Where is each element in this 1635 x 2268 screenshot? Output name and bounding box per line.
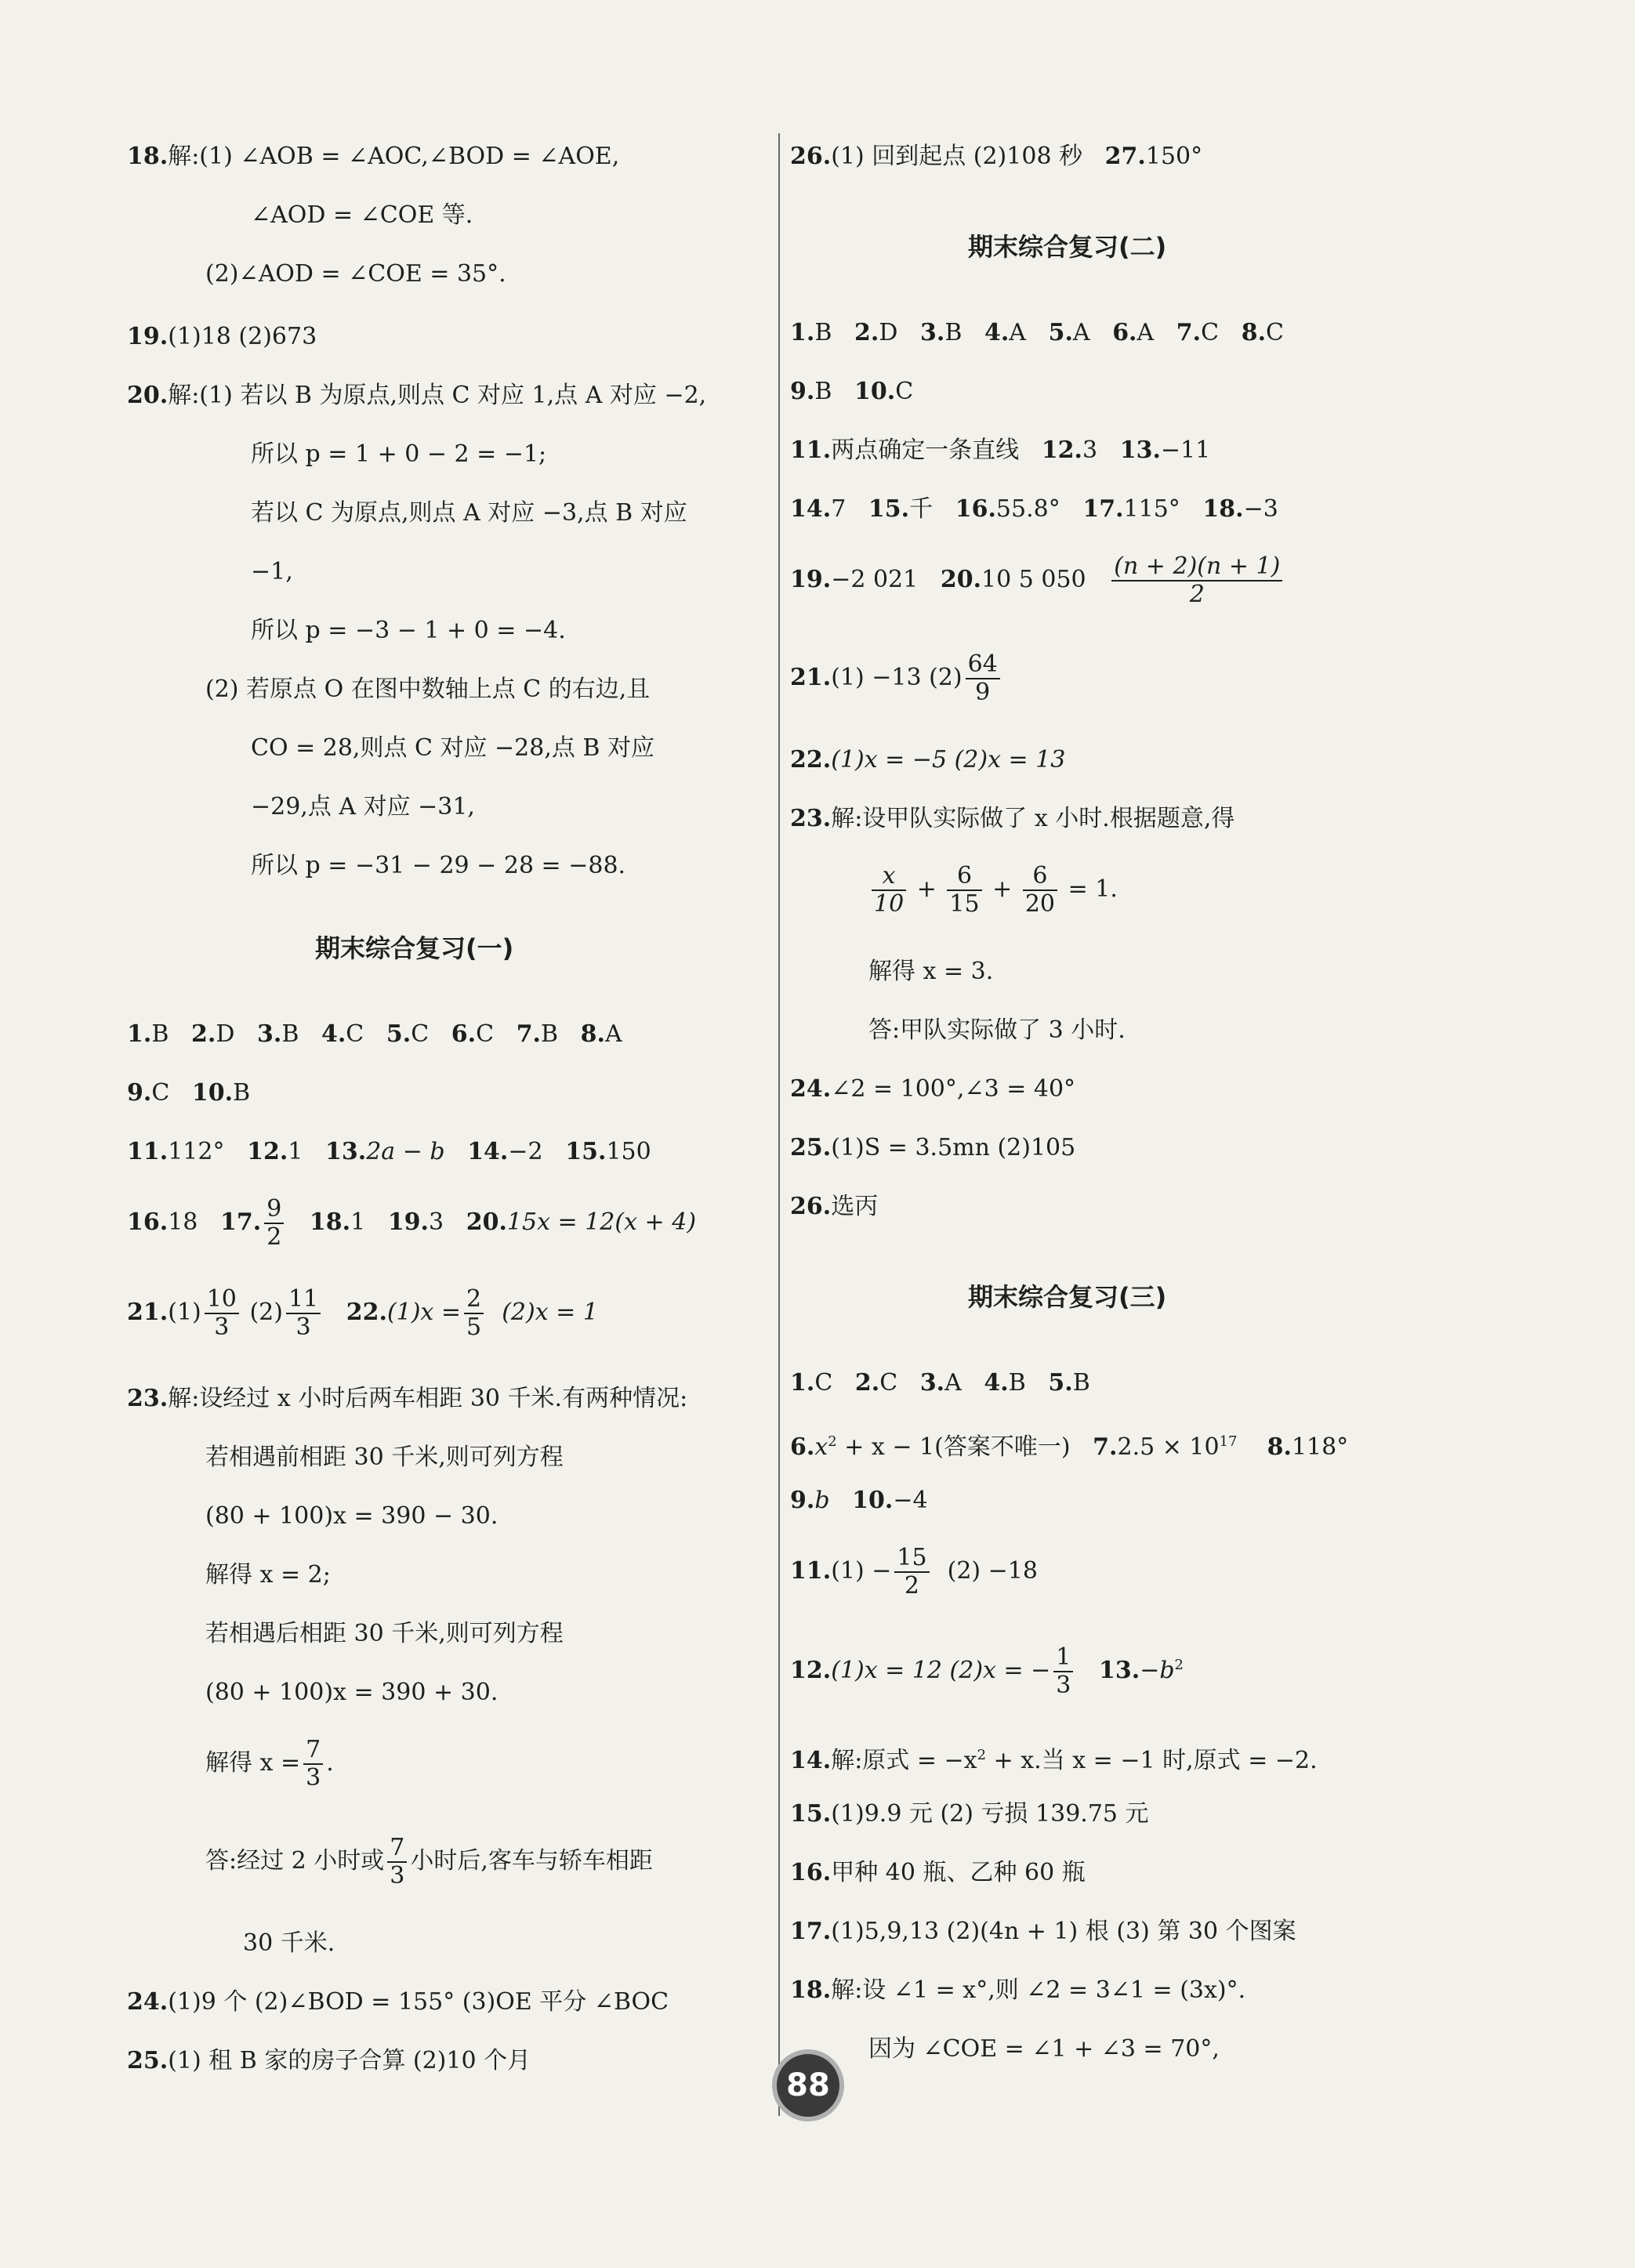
- item: 13.2a − b: [324, 1138, 445, 1165]
- q19: 19.−2 021: [790, 566, 919, 593]
- q13: $13.-b^2$: [1099, 1657, 1184, 1684]
- item: 1.B: [127, 1020, 169, 1048]
- q19: 19.3: [387, 1208, 444, 1236]
- s3-row3: [790, 1485, 928, 1516]
- s1-q23-line1: 23.解:设经过 x 小时后两车相距 30 千米.有两种情况:: [127, 1385, 688, 1412]
- s3-q18-line2: 因为 ∠COE = ∠1 + ∠3 = 70°,: [868, 2035, 1220, 2063]
- s1-row5: [127, 1281, 598, 1344]
- q20-line7: CO = 28,则点 C 对应 −28,点 B 对应: [251, 734, 654, 762]
- page-number-badge: 88: [772, 2049, 844, 2121]
- item: 12.3: [1041, 437, 1098, 464]
- fraction: $\frac{(n + 2)(n + 1)}{2}$: [1111, 553, 1282, 609]
- fraction: $\frac{7}{3}$: [387, 1835, 407, 1890]
- fraction: $\frac{x}{10}$: [872, 863, 906, 918]
- q12: 12.(1)x = 12 (2)x = − $\frac{1}{3}$: [790, 1657, 1076, 1684]
- s1-q23-line3: (80 + 100)x = 390 − 30.: [205, 1502, 498, 1530]
- item: 9.B: [790, 378, 832, 405]
- q8: 8.118°: [1267, 1433, 1349, 1461]
- q21: 21.(1) $\frac{10}{3}$ (2) $\frac{11}{3}$: [127, 1299, 324, 1326]
- section-title-1: 期末综合复习(一): [315, 933, 514, 963]
- q20-line8: −29,点 A 对应 −31,: [251, 793, 475, 821]
- item: 1.B: [790, 319, 832, 346]
- item: 3.A: [919, 1369, 962, 1397]
- s2-q25: 25.(1)S = 3.5mn (2)105: [790, 1134, 1076, 1161]
- s3-q17: 17.(1)5,9,13 (2)(4n + 1) 根 (3) 第 30 个图案: [790, 1918, 1296, 1945]
- s2-q23-line4: 答:甲队实际做了 3 小时.: [868, 1016, 1126, 1044]
- item: 2.C: [854, 1369, 898, 1397]
- item: 4.A: [984, 319, 1026, 346]
- item: 11.两点确定一条直线: [790, 437, 1020, 464]
- s2-q23-line1: 23.解:设甲队实际做了 x 小时.根据题意,得: [790, 805, 1235, 832]
- q20: 20.15x = 12(x + 4): [466, 1208, 697, 1236]
- s2-fill-row4: [790, 494, 1278, 525]
- s3-q15: 15.(1)9.9 元 (2) 亏损 139.75 元: [790, 1800, 1149, 1828]
- q20-line1: 20.解:(1) 若以 B 为原点,则点 C 对应 1,点 A 对应 −2,: [127, 382, 707, 409]
- fraction: $\frac{64}{9}$: [966, 651, 1000, 707]
- s1-q23-line6: (80 + 100)x = 390 + 30.: [205, 1679, 498, 1706]
- q18: 18.1: [309, 1208, 366, 1236]
- item: 4.B: [984, 1369, 1026, 1397]
- s2-q23-equation: $\frac{x}{10}$ + $\frac{6}{15}$ + $\frac{6}{20}$ = 1.: [868, 858, 1118, 921]
- q19: 19.(1)18 (2)673: [127, 323, 317, 350]
- q20-line9: 所以 p = −31 − 29 − 28 = −88.: [251, 852, 626, 879]
- s3-q12-q13: [790, 1634, 1184, 1702]
- item: 15.千: [868, 495, 934, 523]
- q20-line2: 所以 p = 1 + 0 − 2 = −1;: [251, 440, 547, 468]
- q6: $6.x^2 + x - 1$(答案不唯一): [790, 1433, 1071, 1461]
- item: 6.A: [1112, 319, 1155, 346]
- q22: 22.(1)x = $\frac{2}{5}$ (2)x = 1: [346, 1284, 598, 1341]
- q16: 16.18: [127, 1208, 198, 1236]
- item: 13.−11: [1119, 437, 1211, 464]
- section-title-3: 期末综合复习(三): [968, 1282, 1167, 1312]
- item: 14.7: [790, 495, 847, 523]
- s2-q24: 24.∠2 = 100°,∠3 = 40°: [790, 1075, 1076, 1103]
- q10: 10.−4: [852, 1487, 928, 1514]
- s2-q22: 22.(1)x = −5 (2)x = 13: [790, 746, 1066, 774]
- q20-line4: −1,: [251, 558, 293, 585]
- s1-q23-line7: 解得 x = $\frac{7}{3}$ .: [205, 1735, 334, 1792]
- fraction: $\frac{9}{2}$: [264, 1196, 284, 1252]
- s2-q26: 26.选丙: [790, 1193, 879, 1220]
- item: 12.1: [247, 1138, 303, 1165]
- q18-line1: 18.解:(1) ∠AOB = ∠AOC,∠BOD = ∠AOE,: [127, 143, 620, 170]
- s2-choice-row2: [790, 376, 913, 408]
- item: 17.115°: [1082, 495, 1180, 523]
- item: 18.−3: [1202, 495, 1278, 523]
- r-q26-q27: 26.(1) 回到起点 (2)108 秒 27.150°: [790, 143, 1203, 170]
- q17: 17. $\frac{9}{2}$: [220, 1208, 287, 1236]
- item: 5.B: [1048, 1369, 1090, 1397]
- q9: 9.b: [790, 1487, 830, 1514]
- s2-q21: 21.(1) −13 (2) $\frac{64}{9}$: [790, 647, 1003, 709]
- s1-choice-row1: [127, 1019, 622, 1050]
- item: 7.B: [516, 1020, 559, 1048]
- item: 2.D: [190, 1020, 235, 1048]
- s3-q14: 14.解:原式 = $-x^2 + x$.当 x = −1 时,原式 = −2.: [790, 1747, 1318, 1774]
- s1-q23-line8: 答:经过 2 小时或 $\frac{7}{3}$ 小时后,客车与轿车相距: [205, 1833, 653, 1889]
- item: 3.B: [256, 1020, 299, 1048]
- s1-fill-row4: [127, 1191, 696, 1254]
- item: 6.C: [451, 1020, 495, 1048]
- fraction: $\frac{15}{2}$: [894, 1545, 929, 1600]
- s1-choice-row2: [127, 1078, 250, 1109]
- item: 7.C: [1176, 319, 1220, 346]
- item: 8.A: [580, 1020, 622, 1048]
- s1-q23-line9: 30 千米.: [243, 1929, 335, 1957]
- item: 4.C: [321, 1020, 364, 1048]
- s2-q23-line3: 解得 x = 3.: [868, 958, 994, 985]
- item: 10.C: [854, 378, 914, 405]
- fraction: $\frac{6}{15}$: [947, 863, 981, 918]
- fraction: $\frac{6}{20}$: [1023, 863, 1057, 918]
- fraction: $\frac{2}{5}$: [464, 1286, 484, 1342]
- s1-q25: 25.(1) 租 B 家的房子合算 (2)10 个月: [127, 2047, 531, 2074]
- fraction: $\frac{10}{3}$: [205, 1286, 239, 1342]
- q7: $7.2.5 \times 10^{17}$: [1093, 1433, 1238, 1461]
- item: 2.D: [854, 319, 898, 346]
- item: 3.B: [919, 319, 963, 346]
- s1-q23-line4: 解得 x = 2;: [205, 1561, 331, 1589]
- q20-line6: (2) 若原点 O 在图中数轴上点 C 的右边,且: [205, 676, 651, 703]
- section-title-2: 期末综合复习(二): [968, 232, 1167, 262]
- q20: 20.10 5 050 $\frac{(n + 2)(n + 1)}{2}$: [941, 566, 1285, 593]
- s3-q11: 11.(1) − $\frac{15}{2}$ (2) −18: [790, 1543, 1038, 1600]
- s3-q16: 16.甲种 40 瓶、乙种 60 瓶: [790, 1859, 1086, 1886]
- item: 1.C: [790, 1369, 833, 1397]
- s1-q24: 24.(1)9 个 (2)∠BOD = 155° (3)OE 平分 ∠BOC: [127, 1988, 669, 2016]
- s3-choice-row1: [790, 1368, 1090, 1399]
- item: 9.C: [127, 1079, 170, 1107]
- s3-row2: [790, 1426, 1348, 1463]
- item: 16.55.8°: [955, 495, 1060, 523]
- item: 8.C: [1241, 319, 1284, 346]
- s1-fill-row3: [127, 1136, 651, 1168]
- column-divider: [778, 133, 780, 2116]
- q20-line5: 所以 p = −3 − 1 + 0 = −4.: [251, 617, 566, 644]
- s1-q23-line2: 若相遇前相距 30 千米,则可列方程: [205, 1444, 564, 1471]
- item: 5.C: [386, 1020, 430, 1048]
- q18-line3: (2)∠AOD = ∠COE = 35°.: [205, 260, 506, 288]
- fraction: $\frac{1}{3}$: [1053, 1644, 1073, 1700]
- item: 10.B: [191, 1079, 251, 1107]
- item: 15.150: [565, 1138, 651, 1165]
- item: 5.A: [1048, 319, 1090, 346]
- s2-fill-row5: [790, 549, 1285, 611]
- s3-q18-line1: 18.解:设 ∠1 = x°,则 ∠2 = 3∠1 = (3x)°.: [790, 1976, 1246, 2004]
- q20-line3: 若以 C 为原点,则点 A 对应 −3,点 B 对应: [251, 499, 687, 527]
- fraction: $\frac{11}{3}$: [286, 1286, 321, 1342]
- item: 14.−2: [467, 1138, 543, 1165]
- q18-line2: ∠AOD = ∠COE 等.: [251, 201, 473, 229]
- s2-fill-row3: [790, 435, 1210, 466]
- s1-q23-line5: 若相遇后相距 30 千米,则可列方程: [205, 1620, 564, 1647]
- fraction: $\frac{7}{3}$: [303, 1737, 323, 1792]
- item: 11.112°: [127, 1138, 225, 1165]
- s2-choice-row1: [790, 317, 1284, 349]
